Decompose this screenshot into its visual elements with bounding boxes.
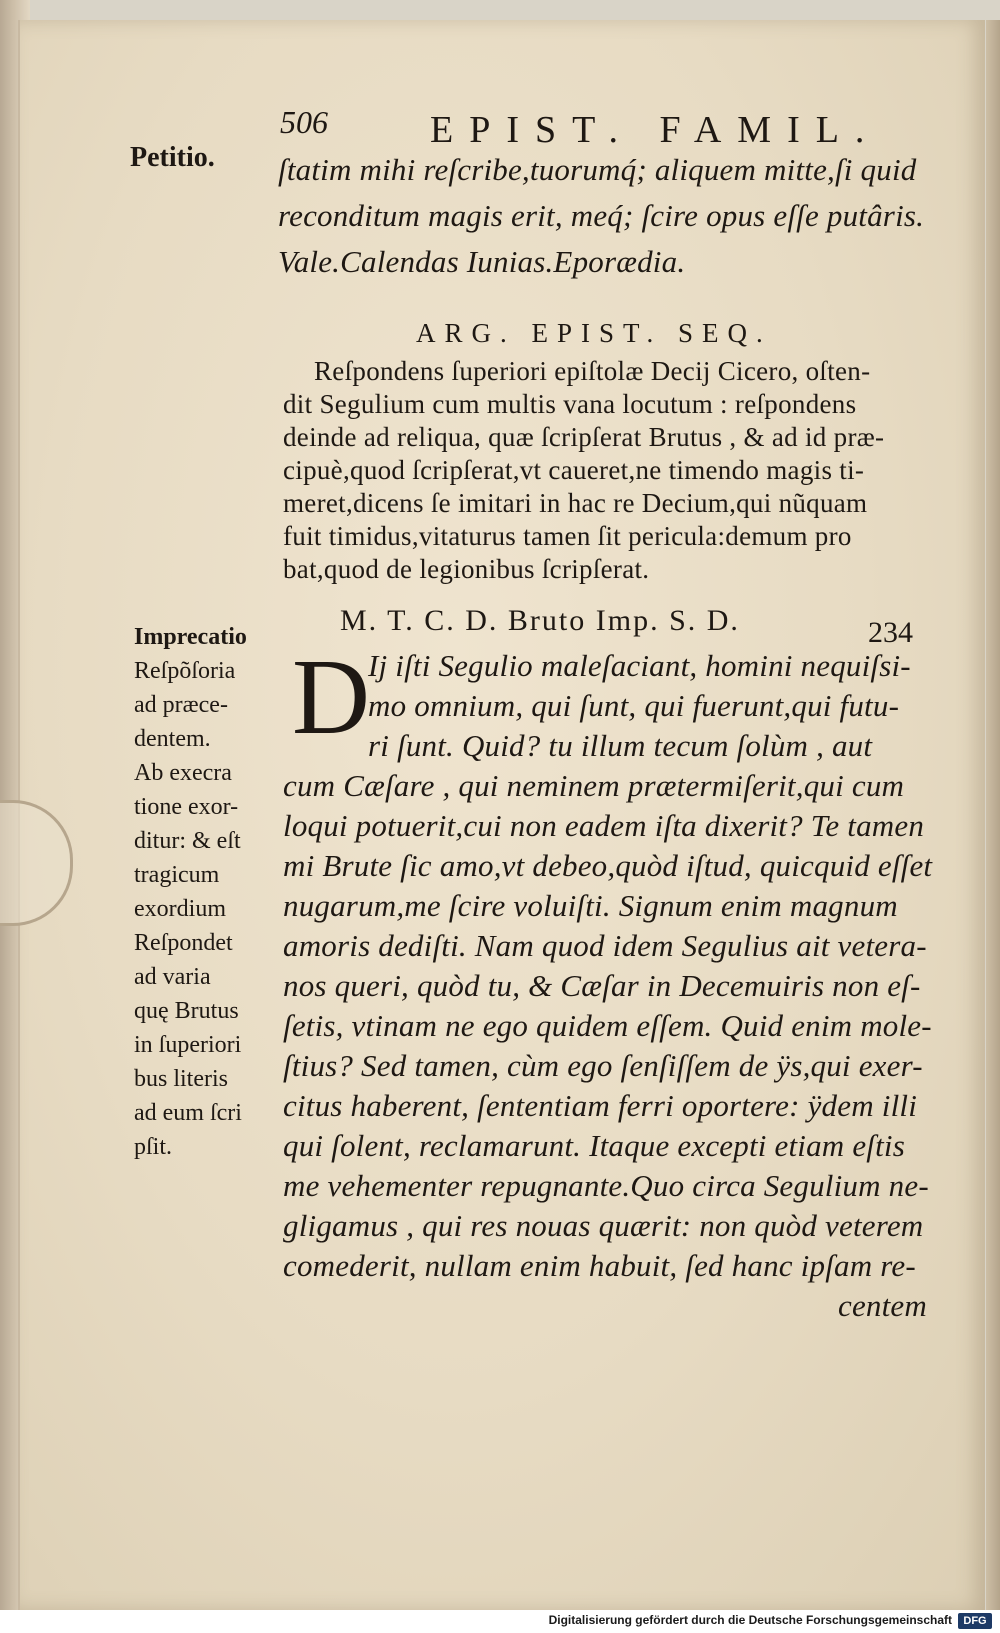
marginal-line: ad varia — [134, 964, 211, 990]
top-line-2: reconditum magis erit, meq́; ſcire opus eſſe putâris. — [278, 198, 925, 233]
letter-line-12: citus haberent, ſententiam ferri oportere: ÿdem illi — [283, 1088, 918, 1123]
letter-line-2: mo omnium, qui ſunt, qui fuerunt,qui futu- — [368, 688, 900, 723]
running-title: EPIST. FAMIL. — [430, 109, 881, 151]
marginal-line: tione exor- — [134, 794, 239, 820]
letter-line-4: cum Cæſare , qui neminem prætermiſerit,qui cum — [283, 768, 905, 803]
letter-number: 234 — [868, 616, 913, 649]
argument-line-3: deinde ad reliqua, quæ ſcripſerat Brutus , & ad id præ- — [283, 422, 885, 452]
letter-line-5: loqui potuerit,cui non eadem iſta dixerit? Te tamen — [283, 808, 925, 843]
marginal-line: ditur: & eſt — [134, 828, 241, 854]
top-line-1: ſtatim mihi reſcribe,tuorumq́; aliquem mitte,ſi quid — [278, 152, 917, 187]
dfg-logo: DFG — [958, 1613, 992, 1629]
argument-line-2: dit Segulium cum multis vana locutum : reſpondens — [283, 389, 857, 419]
letter-line-13: qui ſolent, reclamarunt. Itaque excepti etiam eſtis — [283, 1128, 906, 1163]
letter-line-1: Ij iſti Segulio maleſaciant, homini nequiſsi- — [368, 648, 911, 683]
marginal-line: in ſuperiori — [134, 1032, 242, 1058]
footer-credit: Digitalisierung gefördert durch die Deutsche Forschungsgemeinschaft — [548, 1613, 952, 1627]
marginal-line: bus literis — [134, 1066, 228, 1092]
letter-line-10: ſetis, vtinam ne ego quidem eſſem. Quid enim mole- — [283, 1008, 932, 1043]
marginal-line: quę Brutus — [134, 998, 239, 1024]
argument-line-1: Reſpondens ſuperiori epiſtolæ Decij Cicero, oſten- — [314, 356, 871, 386]
top-line-3: Vale.Calendas Iunias.Eporædia. — [278, 244, 686, 279]
letter-line-7: nugarum,me ſcire voluiſti. Signum enim magnum — [283, 888, 898, 923]
marginal-line: tragicum — [134, 862, 220, 888]
letter-line-15: gligamus , qui res nouas quærit: non quòd veterem — [283, 1208, 924, 1243]
marginal-line: Ab execra — [134, 760, 232, 786]
marginal-line: Imprecatio — [134, 624, 247, 650]
margin-note-petitio: Petitio. — [130, 142, 215, 173]
letter-line-11: ſtius? Sed tamen, cùm ego ſenſiſſem de ÿs,qui exer- — [283, 1048, 923, 1083]
marginal-line: Reſpõſoria — [134, 658, 236, 684]
drop-cap: D — [292, 638, 370, 757]
marginal-line: Reſpondet — [134, 930, 233, 956]
letter-line-6: mi Brute ſic amo,vt debeo,quòd iſtud, quicquid eſſet — [283, 848, 933, 883]
footer-bar — [0, 1610, 1000, 1633]
letter-line-16: comederit, nullam enim habuit, ſed hanc ipſam re- — [283, 1248, 916, 1283]
marginal-line: pſit. — [134, 1134, 173, 1160]
argument-line-5: meret,dicens ſe imitari in hac re Decium,qui nũquam — [283, 488, 868, 518]
letter-line-14: me vehementer repugnante.Quo circa Segulium ne- — [283, 1168, 929, 1203]
marginal-line: ad præce- — [134, 692, 228, 718]
argument-line-4: cipuè,quod ſcripſerat,vt caueret,ne timendo magis ti- — [283, 455, 865, 485]
page-number: 506 — [280, 104, 328, 140]
argument-line-6: fuit timidus,vitaturus tamen ſit pericula:demum pro — [283, 521, 852, 551]
marginal-line: exordium — [134, 896, 226, 922]
argument-line-7: bat,quod de legionibus ſcripſerat. — [283, 554, 650, 584]
letter-catchword: centem — [838, 1288, 927, 1323]
marginal-line: dentem. — [134, 726, 211, 752]
letter-line-9: nos queri, quòd tu, & Cæſar in Decemuiris non eſ- — [283, 968, 921, 1003]
page-fore-edge — [986, 20, 1000, 1610]
marginal-line: ad eum ſcri — [134, 1100, 242, 1126]
argument-heading: ARG. EPIST. SEQ. — [416, 318, 772, 348]
letter-salutation: M. T. C. D. Bruto Imp. S. D. — [340, 604, 740, 637]
letter-line-3: ri ſunt. Quid? tu illum tecum ſolùm , aut — [368, 728, 873, 763]
letter-line-8: amoris dediſti. Nam quod idem Segulius ait vetera- — [283, 928, 927, 963]
